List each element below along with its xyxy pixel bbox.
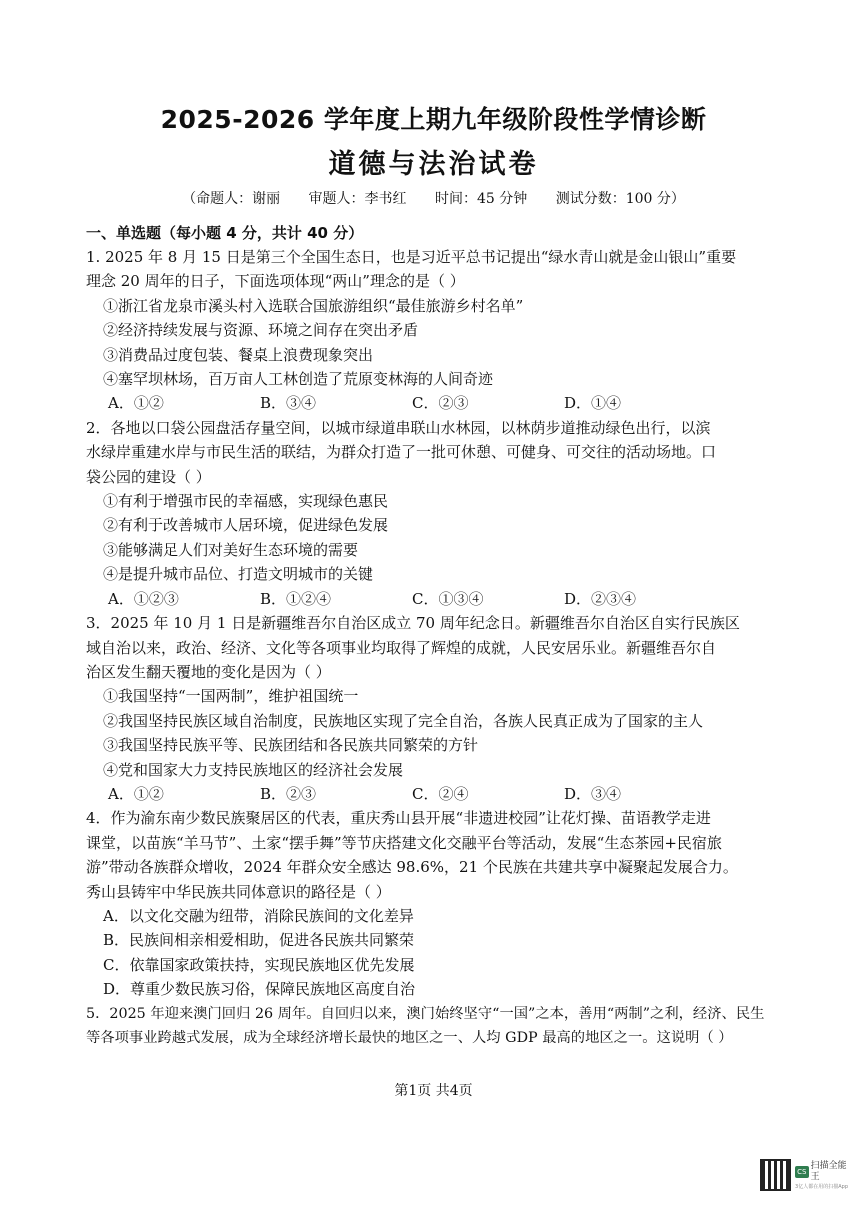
qr-code-icon [760, 1159, 791, 1191]
option-a: A．①② [108, 394, 164, 413]
question-text: 理念 20 周年的日子，下面选项体现“两山”理念的是（ ） [86, 272, 465, 291]
question-text: 4．作为渝东南少数民族聚居区的代表，重庆秀山县开展“非遗进校园”让花灯操、苗语教学走进 [86, 809, 711, 828]
question-text: 5．2025 年迎来澳门回归 26 周年。自回归以来，澳门始终坚守“一国”之本，善用“两制”之利，经济、民生 [86, 1005, 765, 1022]
question-text: 水绿岸重建水岸与市民生活的联结，为群众打造了一批可休憩、可健身、可交往的活动场地。口 [86, 443, 717, 462]
watermark-sub: 3亿人都在用的扫描App [795, 1183, 848, 1190]
answer-options [86, 587, 786, 611]
option-c: C．依靠国家政策扶持，实现民族地区优先发展 [103, 955, 415, 974]
option-c: C．①③④ [412, 589, 484, 608]
question-text: 3．2025 年 10 月 1 日是新疆维吾尔自治区成立 70 周年纪念日。新疆维吾尔自治区自实行民族区 [86, 614, 740, 633]
watermark-name: 扫描全能王 [810, 1160, 847, 1182]
exam-title: 2025-2026 学年度上期九年级阶段性学情诊断 [160, 105, 707, 134]
option-b: B．①②④ [260, 589, 332, 608]
author: （命题人：谢丽 [182, 191, 281, 207]
option-b: B．③④ [260, 394, 317, 413]
option-c: C．②③ [412, 394, 469, 413]
page-number: 第1页 共4页 [394, 1083, 473, 1099]
answer-options [86, 391, 786, 415]
option-c: C．②④ [412, 784, 469, 803]
question-text: 等各项事业跨越式发展，成为全球经济增长最快的地区之一、人均 GDP 最高的地区之一。这说明（ ） [86, 1030, 733, 1046]
time-limit: 时间：45 分钟 [435, 191, 528, 207]
question-text: 游”带动各族群众增收，2024 年群众安全感达 98.6%，21 个民族在共建共享中凝聚起发展合力。 [86, 858, 738, 877]
option-a: A．①②③ [108, 589, 179, 608]
question-4 [86, 806, 786, 1001]
statement: ④塞罕坝林场，百万亩人工林创造了荒原变林海的人间奇迹 [103, 370, 494, 389]
question-2 [86, 416, 786, 611]
statement: ④是提升城市品位、打造文明城市的关键 [103, 565, 374, 584]
total-score: 测试分数：100 分） [555, 191, 685, 207]
question-content [86, 222, 786, 1050]
statement: ①我国坚持“一国两制”，维护祖国统一 [103, 687, 359, 706]
question-1 [86, 245, 786, 416]
option-d: D．尊重少数民族习俗，保障民族地区高度自治 [103, 980, 416, 999]
statement: ③消费品过度包装、餐桌上浪费现象突出 [103, 345, 374, 364]
statement: ③能够满足人们对美好生态环境的需要 [103, 540, 359, 559]
option-a: A．①② [108, 784, 164, 803]
question-text: 袋公园的建设（ ） [86, 467, 211, 486]
option-b: B．②③ [260, 784, 317, 803]
question-text: 秀山县铸牢中华民族共同体意识的路径是（ ） [86, 882, 391, 901]
section-heading: 一、单选题（每小题 4 分，共计 40 分） [86, 224, 364, 242]
statement: ③我国坚持民族平等、民族团结和各民族共同繁荣的方针 [103, 736, 479, 755]
exam-subtitle: 道德与法治试卷 [328, 149, 539, 180]
answer-options [86, 782, 786, 806]
statement: ①浙江省龙泉市溪头村入选联合国旅游组织“最佳旅游乡村名单” [103, 296, 524, 315]
question-text: 治区发生翻天覆地的变化是因为（ ） [86, 662, 331, 681]
option-a: A．以文化交融为纽带，消除民族间的文化差异 [103, 906, 414, 925]
question-text: 域自治以来，政治、经济、文化等各项事业均取得了辉煌的成就，人民安居乐业。新疆维吾尔自 [86, 638, 717, 657]
statement: ②我国坚持民族区域自治制度，民族地区实现了完全自治，各族人民真正成为了国家的主人 [103, 711, 704, 730]
reviewer: 审题人：李书红 [308, 191, 407, 207]
question-text: 课堂，以苗族“羊马节”、土家“摆手舞”等节庆搭建文化交融平台等活动，发展“生态茶园+民宿旅 [86, 833, 722, 852]
option-b: B．民族间相亲相爱相助，促进各民族共同繁荣 [103, 931, 415, 950]
camscanner-logo-icon: CS [795, 1166, 809, 1178]
exam-meta [0, 188, 867, 208]
question-text: 2．各地以口袋公园盘活存量空间，以城市绿道串联山水林园，以林荫步道推动绿色出行，以滨 [86, 418, 711, 437]
scanner-watermark [760, 1155, 854, 1195]
question-5 [86, 1002, 786, 1051]
statement: ④党和国家大力支持民族地区的经济社会发展 [103, 760, 404, 779]
option-d: D．②③④ [564, 589, 637, 608]
statement: ①有利于增强市民的幸福感，实现绿色惠民 [103, 492, 389, 511]
option-d: D．③④ [564, 784, 622, 803]
option-d: D．①④ [564, 394, 622, 413]
statement: ②经济持续发展与资源、环境之间存在突出矛盾 [103, 321, 419, 340]
statement: ②有利于改善城市人居环境，促进绿色发展 [103, 516, 389, 535]
question-text: 1. 2025 年 8 月 15 日是第三个全国生态日，也是习近平总书记提出“绿水青山就是金山银山”重要 [86, 248, 737, 266]
question-3 [86, 611, 786, 806]
